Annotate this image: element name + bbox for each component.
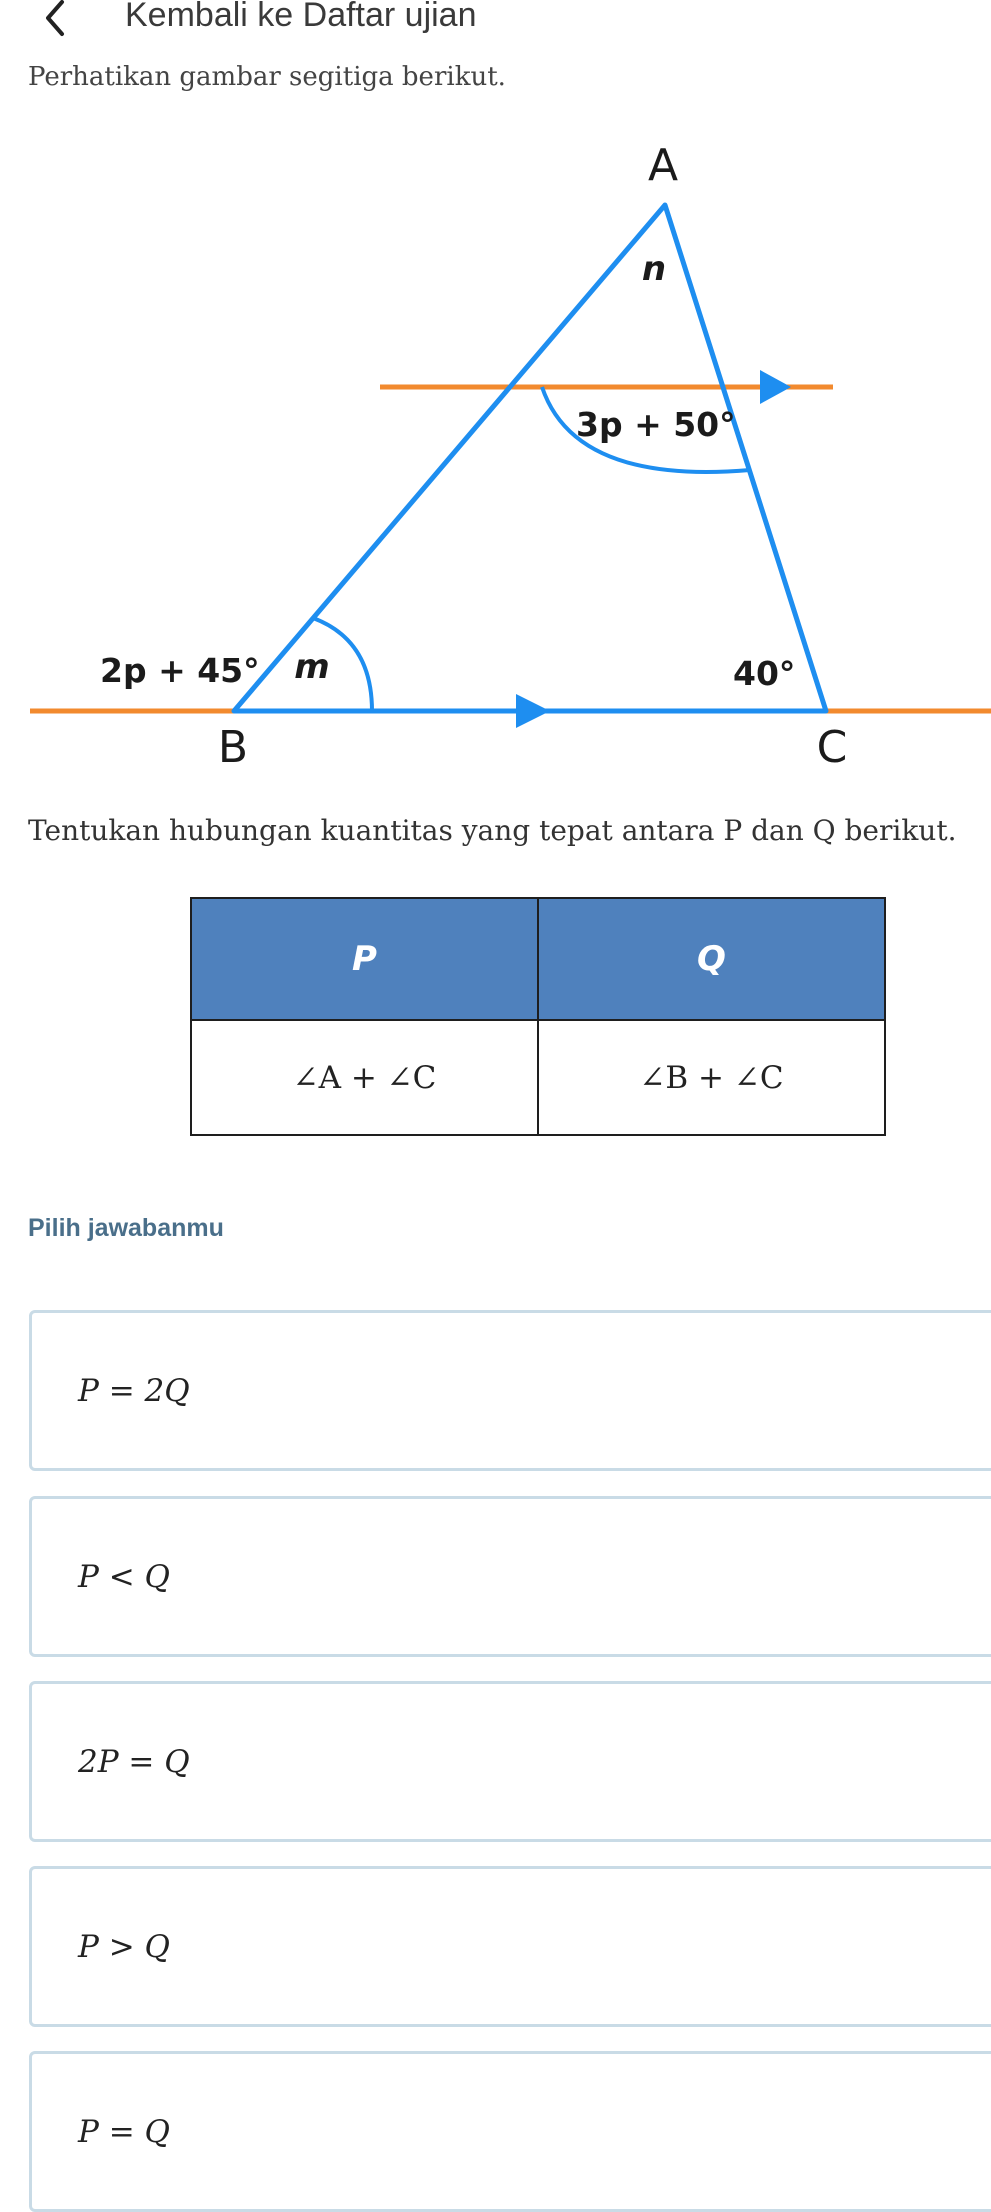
table-header-p: P <box>191 898 538 1020</box>
answer-option[interactable] <box>29 2051 991 2212</box>
angle-label-b-exterior: 2p + 45° <box>100 651 260 690</box>
back-label[interactable]: Kembali ke Daftar ujian <box>125 0 477 34</box>
triangle-figure <box>0 130 991 790</box>
answer-option-label: 2P = Q <box>78 1743 190 1780</box>
comparison-table <box>190 897 886 1136</box>
angle-label-n: n <box>641 249 667 289</box>
answer-option-label: P < Q <box>78 1558 170 1595</box>
arrow-marker-bottom <box>516 694 550 728</box>
vertex-label-b: B <box>217 722 249 773</box>
back-button[interactable] <box>36 0 76 40</box>
answer-option[interactable] <box>29 1866 991 2027</box>
top-bar <box>0 0 991 40</box>
angle-label-m: m <box>294 647 330 687</box>
answer-option-label: P = Q <box>78 2113 170 2150</box>
table-cell-q: ∠B + ∠C <box>538 1020 885 1135</box>
vertex-label-c: C <box>816 722 848 773</box>
answer-option[interactable] <box>29 1681 991 1842</box>
table-cell-p: ∠A + ∠C <box>191 1020 538 1135</box>
intro-text: Perhatikan gambar segitiga berikut. <box>28 62 506 92</box>
chevron-left-icon <box>36 0 76 40</box>
vertex-label-a: A <box>647 140 679 191</box>
answer-option[interactable] <box>29 1310 991 1471</box>
arrow-marker-top <box>760 370 791 404</box>
table-header-q: Q <box>538 898 885 1020</box>
question-text: Tentukan hubungan kuantitas yang tepat antara P dan Q berikut. <box>28 814 957 847</box>
answer-prompt: Pilih jawabanmu <box>28 1214 224 1242</box>
angle-label-c: 40° <box>733 654 796 693</box>
answer-option-label: P > Q <box>78 1928 170 1965</box>
angle-label-top: 3p + 50° <box>576 405 736 444</box>
answer-option-label: P = 2Q <box>78 1372 190 1409</box>
triangle <box>234 205 826 711</box>
answer-option[interactable] <box>29 1496 991 1657</box>
